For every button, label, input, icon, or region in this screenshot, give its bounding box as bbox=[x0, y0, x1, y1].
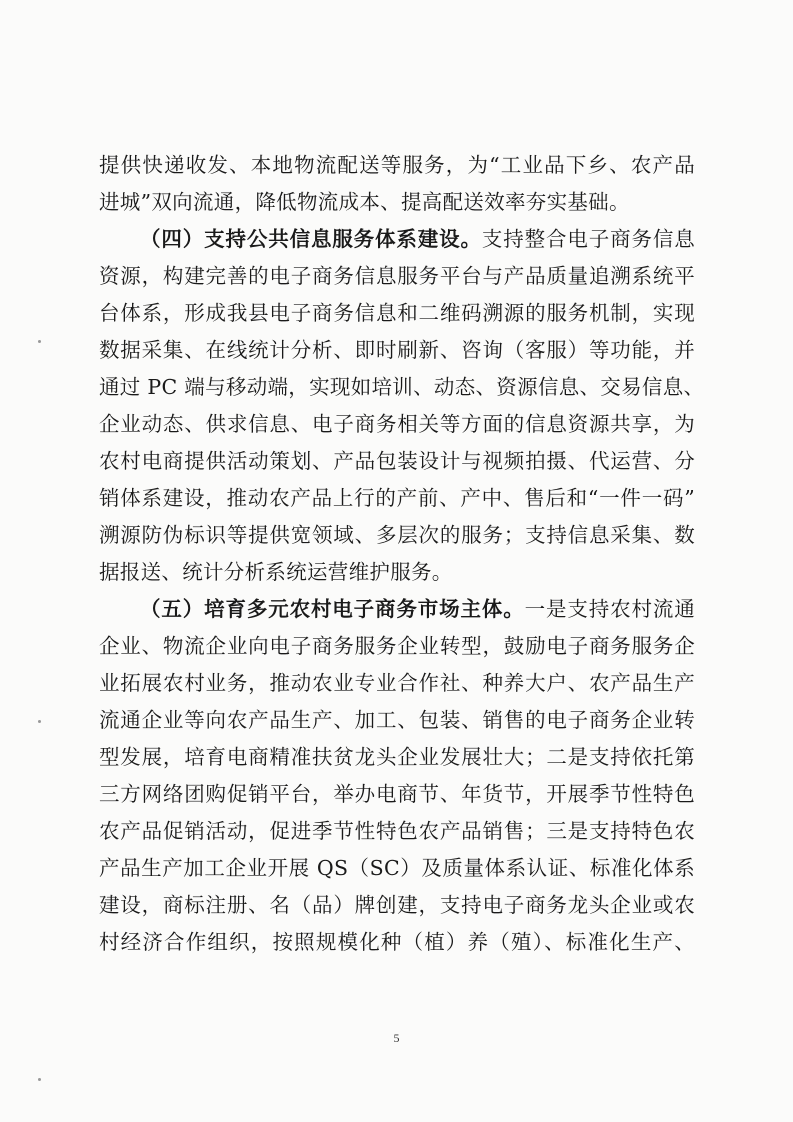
text-line: 台体系，形成我县电子商务信息和二维码溯源的服务机制，实现 bbox=[99, 301, 695, 325]
section-heading: （五）培育多元农村电子商务市场主体。 bbox=[140, 597, 525, 621]
scan-speck bbox=[38, 340, 41, 343]
text-line: 通过 PC 端与移动端，实现如培训、动态、资源信息、交易信息、 bbox=[99, 375, 705, 399]
text-line: 提供快递收发、本地物流配送等服务，为“工业品下乡、农产品 bbox=[99, 153, 695, 177]
text-line: 进城”双向流通，降低物流成本、提高配送效率夯实基础。 bbox=[99, 190, 630, 214]
body-text bbox=[99, 147, 705, 961]
paragraph-first-line bbox=[99, 221, 695, 258]
text-line: 三方网络团购促销平台，举办电商节、年货节，开展季节性特色 bbox=[99, 782, 695, 806]
text-line: 流通企业等向农产品生产、加工、包装、销售的电子商务企业转 bbox=[99, 708, 695, 732]
text-line: 溯源防伪标识等提供宽领域、多层次的服务；支持信息采集、数 bbox=[99, 523, 695, 547]
section-heading: （四）支持公共信息服务体系建设。 bbox=[140, 227, 482, 251]
text-line: 型发展，培育电商精准扶贫龙头企业发展壮大；二是支持依托第 bbox=[99, 745, 695, 769]
scan-speck bbox=[38, 720, 41, 723]
text-line: 农产品促销活动，促进季节性特色农产品销售；三是支持特色农 bbox=[99, 819, 695, 843]
text-line: 据报送、统计分析系统运营维护服务。 bbox=[99, 560, 453, 584]
text-line: 数据采集、在线统计分析、即时刷新、咨询（客服）等功能，并 bbox=[99, 338, 695, 362]
text-span: 一是支持农村流通 bbox=[524, 597, 695, 621]
text-line: 业拓展农村业务，推动农业专业合作社、种养大户、农产品生产 bbox=[99, 671, 695, 695]
text-line: 企业、物流企业向电子商务服务企业转型，鼓励电子商务服务企 bbox=[99, 634, 695, 658]
text-line: 农村电商提供活动策划、产品包装设计与视频拍摄、代运营、分 bbox=[99, 449, 695, 473]
text-span: 支持整合电子商务信息 bbox=[481, 227, 695, 251]
page-number: 5 bbox=[393, 1031, 400, 1045]
text-line: 企业动态、供求信息、电子商务相关等方面的信息资源共享，为 bbox=[99, 412, 695, 436]
text-line: 资源，构建完善的电子商务信息服务平台与产品质量追溯系统平 bbox=[99, 264, 695, 288]
text-line: 销体系建设，推动农产品上行的产前、产中、售后和“一件一码” bbox=[99, 486, 695, 510]
text-line: 建设，商标注册、名（品）牌创建，支持电子商务龙头企业或农 bbox=[99, 893, 695, 917]
paragraph-first-line bbox=[99, 591, 695, 628]
text-line: 村经济合作组织，按照规模化种（植）养（殖）、标准化生产、 bbox=[99, 930, 695, 954]
scan-speck bbox=[38, 1078, 41, 1081]
text-line: 产品生产加工企业开展 QS（SC）及质量体系认证、标准化体系 bbox=[99, 856, 695, 880]
